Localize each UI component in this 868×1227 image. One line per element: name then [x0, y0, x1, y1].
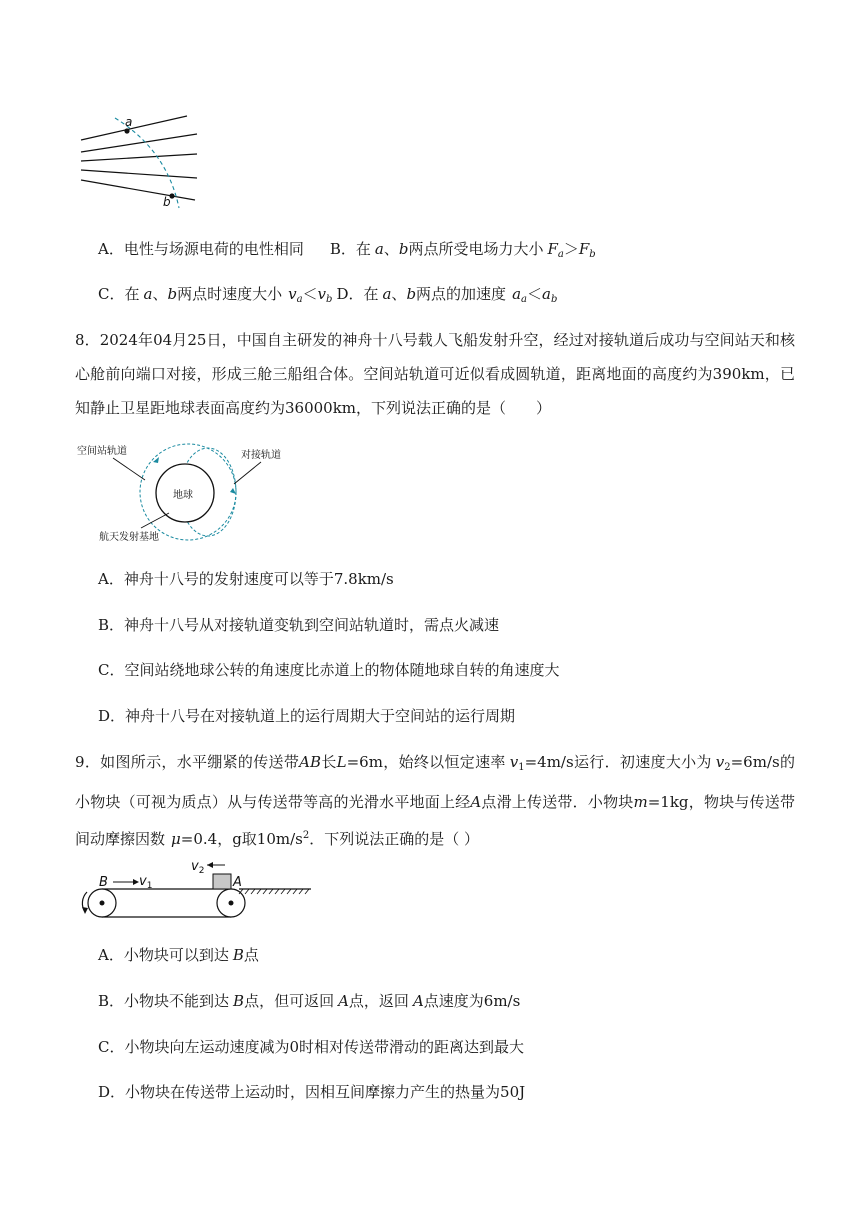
- q9-option-a: A．小物块可以到达 B点: [98, 946, 259, 964]
- v1-label: $v_1$: [139, 874, 153, 891]
- point-b-label: b: [163, 195, 171, 209]
- docking-orbit-pointer: [234, 462, 261, 484]
- q8-stem: 8．2024年04月25日，中国自主研发的神舟十八号载人飞船发射升空，经过对接轨道后成功与空间站天和核心舱前向端口对接，形成三舱三船组合体。空间站轨道可近似看成圆轨道，距离地面的高度约为390km，已知静止卫星距地球表面高度约为36000km，下列说法正确的是（ ）: [75, 331, 795, 417]
- q8-option-c: C．空间站绕地球公转的角速度比赤道上的物体随地球自转的角速度大: [98, 661, 560, 679]
- q8-option-b: B．神舟十八号从对接轨道变轨到空间站轨道时，需点火减速: [98, 616, 500, 634]
- field-line-5: [81, 180, 195, 200]
- orbit-arrow-icon: [153, 457, 159, 463]
- field-line-3: [81, 154, 197, 161]
- q9-option-d: D．小物块在传送带上运动时，因相互间摩擦力产生的热量为50J: [98, 1083, 526, 1101]
- q7-option-b: B．在 a、b两点所受电场力大小 $F_a>F_b$: [329, 240, 596, 260]
- orbit-arrow-icon: [230, 488, 236, 494]
- q7-field-figure: [75, 110, 205, 210]
- q7-option-a: A．电性与场源电荷的电性相同: [98, 240, 304, 258]
- point-A-label: A: [233, 875, 242, 890]
- q9-stem: 9．如图所示，水平绷紧的传送带AB长L=6m，始终以恒定速率 $v_1=4m/s$运行．初速度大小为 $v_2=6m/s$的小物块（可视为质点）从与传送带等高的光滑水平地面上经A点滑上传送带．小物块m=1kg，物块与传送带间动摩擦因数 μ=0.4，g取$10m/s^2$．下列说法正确的是（ ）: [75, 753, 796, 848]
- right-roller-axle: [229, 901, 234, 906]
- station-orbit-label: 空间站轨道: [77, 446, 127, 457]
- q8-option-a: A．神舟十八号的发射速度可以等于7.8km/s: [98, 570, 394, 588]
- q9-conveyor-figure: [75, 858, 315, 920]
- point-a-label: a: [125, 115, 133, 129]
- rotation-arrowhead-icon: [82, 907, 88, 914]
- small-block: [213, 874, 231, 889]
- field-line-1: [81, 116, 187, 140]
- q8-orbit-figure: [75, 440, 305, 550]
- docking-orbit-label: 对接轨道: [241, 450, 281, 461]
- v2-arrowhead-icon: [207, 862, 213, 868]
- field-line-4: [81, 170, 197, 178]
- q9-option-c: C．小物块向左运动速度减为0时相对传送带滑动的距离达到最大: [98, 1038, 525, 1056]
- q9-option-b: B．小物块不能到达 B点，但可返回 A点，返回 A点速度为6m/s: [98, 992, 521, 1010]
- q7-option-d: D．在 a、b两点的加速度 $a_a<a_b$: [336, 285, 558, 305]
- launch-base-label: 航天发射基地: [99, 532, 159, 543]
- station-orbit-pointer: [113, 458, 145, 480]
- point-B-label: B: [99, 875, 108, 890]
- launch-base-pointer: [141, 513, 169, 528]
- ground-hatching: [239, 889, 309, 894]
- q7-options-row-1: [98, 238, 596, 266]
- q7-option-c: C．在 a、b两点时速度大小 $v_a<v_b$: [98, 285, 333, 305]
- v2-label: $v_2$: [191, 859, 205, 876]
- point-a-dot: [124, 128, 129, 133]
- q8-option-d: D．神舟十八号在对接轨道上的运行周期大于空间站的运行周期: [98, 707, 516, 725]
- left-roller-axle: [100, 901, 105, 906]
- q7-options-row-2: [98, 283, 557, 311]
- earth-label: 地球: [173, 490, 193, 501]
